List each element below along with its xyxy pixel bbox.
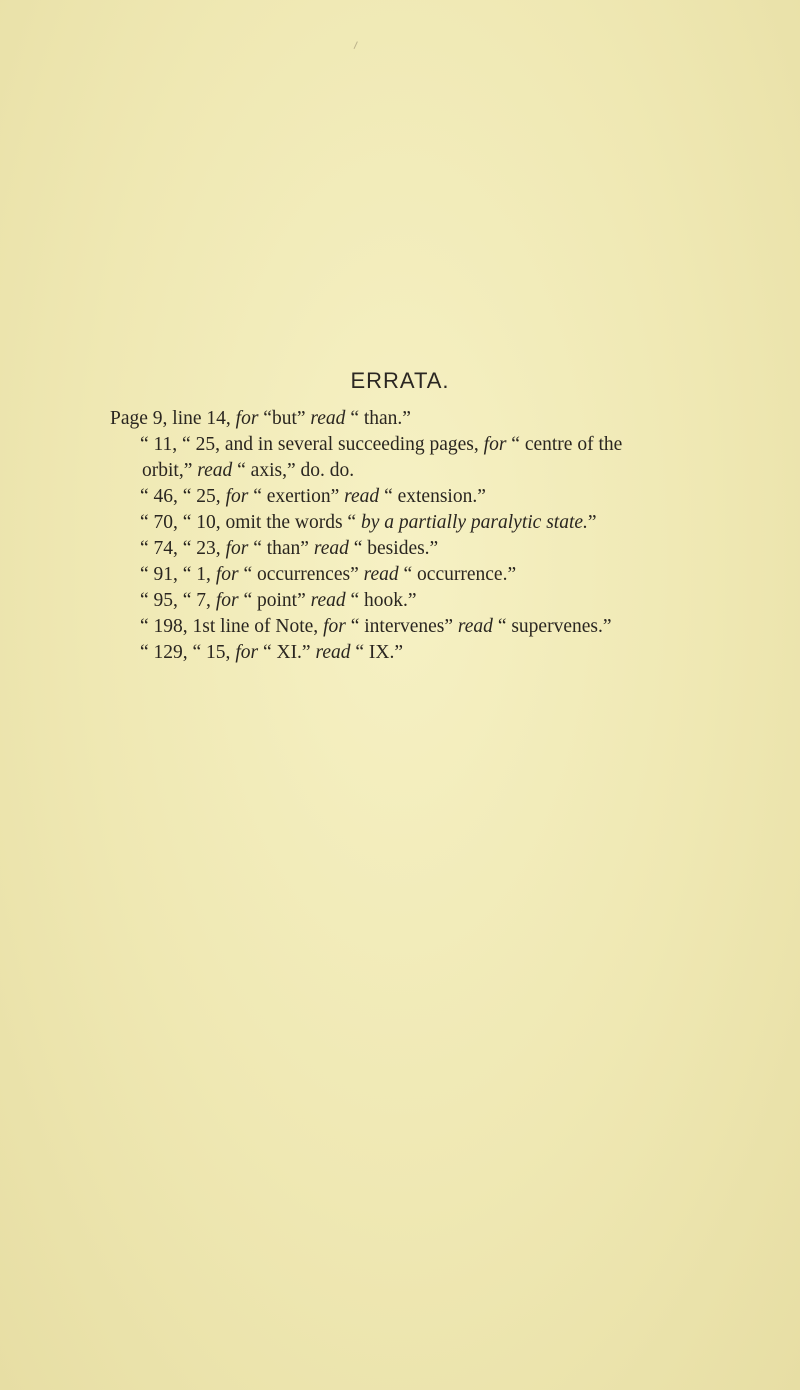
entry-location: Page 9, line 14,: [110, 408, 236, 429]
for-word: for: [225, 486, 249, 507]
entry-location: “ 46, “ 25,: [140, 486, 226, 507]
wrong-text: “ XI.”: [258, 642, 316, 663]
errata-entry-page-91: [110, 562, 750, 588]
for-word: for: [235, 642, 259, 663]
for-word: for: [235, 408, 259, 429]
entry-location: “ 95, “ 7,: [140, 590, 216, 611]
wrong-text: “ exertion”: [248, 486, 345, 507]
for-word: for: [323, 616, 346, 637]
wrong-text-continued: orbit,”: [142, 460, 198, 481]
entry-location: “ 129, “ 15,: [140, 642, 236, 663]
errata-entry-page-74: [110, 536, 750, 562]
errata-entry-page-198: [110, 614, 750, 640]
for-word: for: [225, 538, 249, 559]
read-word: read: [310, 408, 346, 429]
read-word: read: [344, 486, 380, 507]
errata-entry-page-11-continued: [110, 458, 750, 484]
entry-location: “ 91, “ 1,: [140, 564, 216, 585]
closing-quote: ”: [587, 512, 597, 533]
read-word: read: [310, 590, 346, 611]
for-word: for: [215, 564, 239, 585]
errata-entry-page-46: [110, 484, 750, 510]
correct-text: “ besides.”: [348, 538, 439, 559]
correct-text: “ IX.”: [350, 642, 404, 663]
read-word: read: [197, 460, 233, 481]
entry-location: “ 74, “ 23,: [140, 538, 226, 559]
for-word: for: [483, 434, 507, 455]
correct-text: “ than.”: [345, 408, 411, 429]
correct-text: “ extension.”: [379, 486, 486, 507]
wrong-text: “ than”: [248, 538, 314, 559]
errata-entry-page-129: [110, 640, 750, 666]
wrong-text: “ intervenes”: [345, 616, 458, 637]
read-word: read: [363, 564, 399, 585]
correct-text: “ occurrence.”: [398, 564, 517, 585]
omitted-phrase: by a partially paralytic state.: [360, 512, 588, 533]
correct-text: “ supervenes.”: [492, 616, 612, 637]
entry-location: “ 198, 1st line of Note,: [140, 616, 324, 637]
wrong-text: “ point”: [238, 590, 311, 611]
read-word: read: [315, 642, 351, 663]
read-word: read: [313, 538, 349, 559]
page-title: ERRATA.: [350, 368, 450, 393]
for-word: for: [215, 590, 239, 611]
entry-location: “ 70, “ 10, omit the words “: [140, 512, 361, 533]
errata-entry-page-95: [110, 588, 750, 614]
read-word: read: [457, 616, 493, 637]
wrong-text: “ occurrences”: [238, 564, 364, 585]
paper-speck: [354, 41, 362, 50]
errata-list: [110, 406, 750, 666]
errata-entry-page-11: [110, 432, 750, 458]
correct-text: “ axis,” do. do.: [232, 460, 355, 481]
wrong-text: “but”: [258, 408, 311, 429]
correct-text: “ hook.”: [345, 590, 417, 611]
errata-entry-page-9: [110, 406, 750, 432]
entry-location: “ 11, “ 25, and in several succeeding pages,: [140, 434, 484, 455]
errata-entry-page-70: [110, 510, 750, 536]
wrong-text: “ centre of the: [506, 434, 623, 455]
